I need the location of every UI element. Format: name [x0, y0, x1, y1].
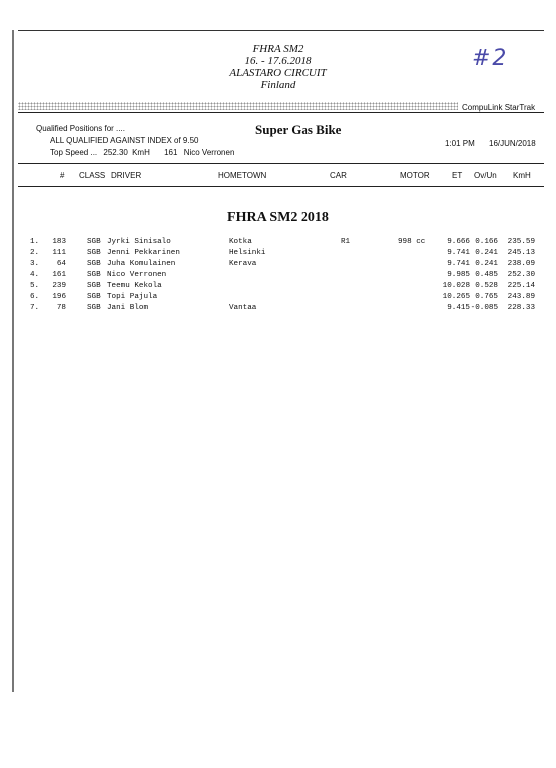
system-label: CompuLink StarTrak: [462, 103, 536, 112]
row-hometown: Helsinki: [229, 249, 266, 257]
row-kmh: 238.09: [507, 260, 535, 268]
row-et: 9.741: [447, 249, 470, 257]
row-kmh: 235.59: [507, 238, 535, 246]
row-position: 7.: [30, 304, 40, 312]
row-position: 6.: [30, 293, 40, 301]
row-number: 78: [56, 304, 66, 312]
row-number: 239: [52, 282, 66, 290]
row-hometown: Kerava: [229, 260, 257, 268]
row-position: 2.: [30, 249, 40, 257]
row-et: 9.666: [447, 238, 470, 246]
row-hometown: Vantaa: [229, 304, 257, 312]
page-left-edge: [12, 30, 14, 692]
row-kmh: 228.33: [507, 304, 535, 312]
row-et: 10.028: [442, 282, 470, 290]
row-number: 64: [56, 260, 66, 268]
table-row: [0, 292, 556, 303]
report-date: 16/JUN/2018: [489, 139, 536, 148]
row-ovun: 0.765: [475, 293, 498, 301]
top-speed-unit: KmH: [132, 148, 150, 157]
row-et: 10.265: [442, 293, 470, 301]
handwritten-page-mark: #2: [472, 46, 509, 71]
row-kmh: 245.13: [507, 249, 535, 257]
row-position: 4.: [30, 271, 40, 279]
row-number: 111: [52, 249, 66, 257]
header-circuit: ALASTARO CIRCUIT: [229, 67, 327, 79]
table-row: [0, 248, 556, 259]
report-time: 1:01 PM: [445, 139, 475, 148]
row-class: SGB: [87, 271, 101, 279]
table-row: [0, 303, 556, 314]
row-et: 9.741: [447, 260, 470, 268]
row-ovun: 0.241: [475, 249, 498, 257]
row-ovun: 0.166: [475, 238, 498, 246]
dotted-separator: [18, 102, 458, 110]
row-class: SGB: [87, 293, 101, 301]
col-ovun: Ov/Un: [474, 171, 497, 180]
col-class: CLASS: [79, 171, 106, 180]
row-class: SGB: [87, 238, 101, 246]
row-position: 5.: [30, 282, 40, 290]
col-hometown: HOMETOWN: [218, 171, 267, 180]
event-class-title: Super Gas Bike: [255, 122, 342, 137]
col-number: #: [60, 171, 65, 180]
row-driver: Juha Komulainen: [107, 260, 176, 268]
row-driver: Jyrki Sinisalo: [107, 238, 171, 246]
header-title: FHRA SM2: [252, 43, 304, 55]
qualified-positions-label: Qualified Positions for ....: [36, 124, 125, 133]
table-row: [0, 259, 556, 270]
table-row: [0, 237, 556, 248]
row-driver: Jenni Pekkarinen: [107, 249, 180, 257]
row-number: 161: [52, 271, 66, 279]
row-et: 9.985: [447, 271, 470, 279]
top-speed-label: Top Speed ...: [50, 148, 98, 157]
top-speed-line: [50, 148, 234, 158]
col-driver: DRIVER: [111, 171, 142, 180]
top-speed-value: 252.30: [103, 148, 128, 157]
row-position: 3.: [30, 260, 40, 268]
row-driver: Jani Blom: [107, 304, 149, 312]
index-line: ALL QUALIFIED AGAINST INDEX of 9.50: [50, 136, 199, 145]
row-car: R1: [341, 238, 351, 246]
row-number: 183: [52, 238, 66, 246]
row-driver: Topi Pajula: [107, 293, 158, 301]
row-driver: Teemu Kekola: [107, 282, 162, 290]
header-dates: 16. - 17.6.2018: [244, 55, 312, 67]
page-top-edge: [18, 30, 544, 31]
row-kmh: 252.30: [507, 271, 535, 279]
row-ovun: -0.085: [470, 304, 498, 312]
row-ovun: 0.528: [475, 282, 498, 290]
header-country: Finland: [260, 79, 296, 91]
table-row: [0, 270, 556, 281]
col-et: ET: [452, 171, 463, 180]
row-hometown: Kotka: [229, 238, 252, 246]
col-car: CAR: [330, 171, 347, 180]
row-position: 1.: [30, 238, 40, 246]
row-number: 196: [52, 293, 66, 301]
race-title: FHRA SM2 2018: [227, 210, 329, 225]
row-ovun: 0.485: [475, 271, 498, 279]
row-motor: 998 cc: [398, 238, 426, 246]
top-speed-number: 161: [164, 148, 178, 157]
row-kmh: 243.89: [507, 293, 535, 301]
row-class: SGB: [87, 304, 101, 312]
row-ovun: 0.241: [475, 260, 498, 268]
row-kmh: 225.14: [507, 282, 535, 290]
row-class: SGB: [87, 282, 101, 290]
col-kmh: KmH: [513, 171, 531, 180]
divider-header-top: [18, 163, 544, 164]
top-speed-driver: Nico Verronen: [183, 148, 235, 157]
row-class: SGB: [87, 249, 101, 257]
table-row: [0, 281, 556, 292]
col-motor: MOTOR: [400, 171, 430, 180]
row-class: SGB: [87, 260, 101, 268]
row-driver: Nico Verronen: [107, 271, 167, 279]
row-et: 9.415: [447, 304, 470, 312]
divider-header-bottom: [18, 186, 544, 187]
divider-top: [18, 112, 544, 113]
